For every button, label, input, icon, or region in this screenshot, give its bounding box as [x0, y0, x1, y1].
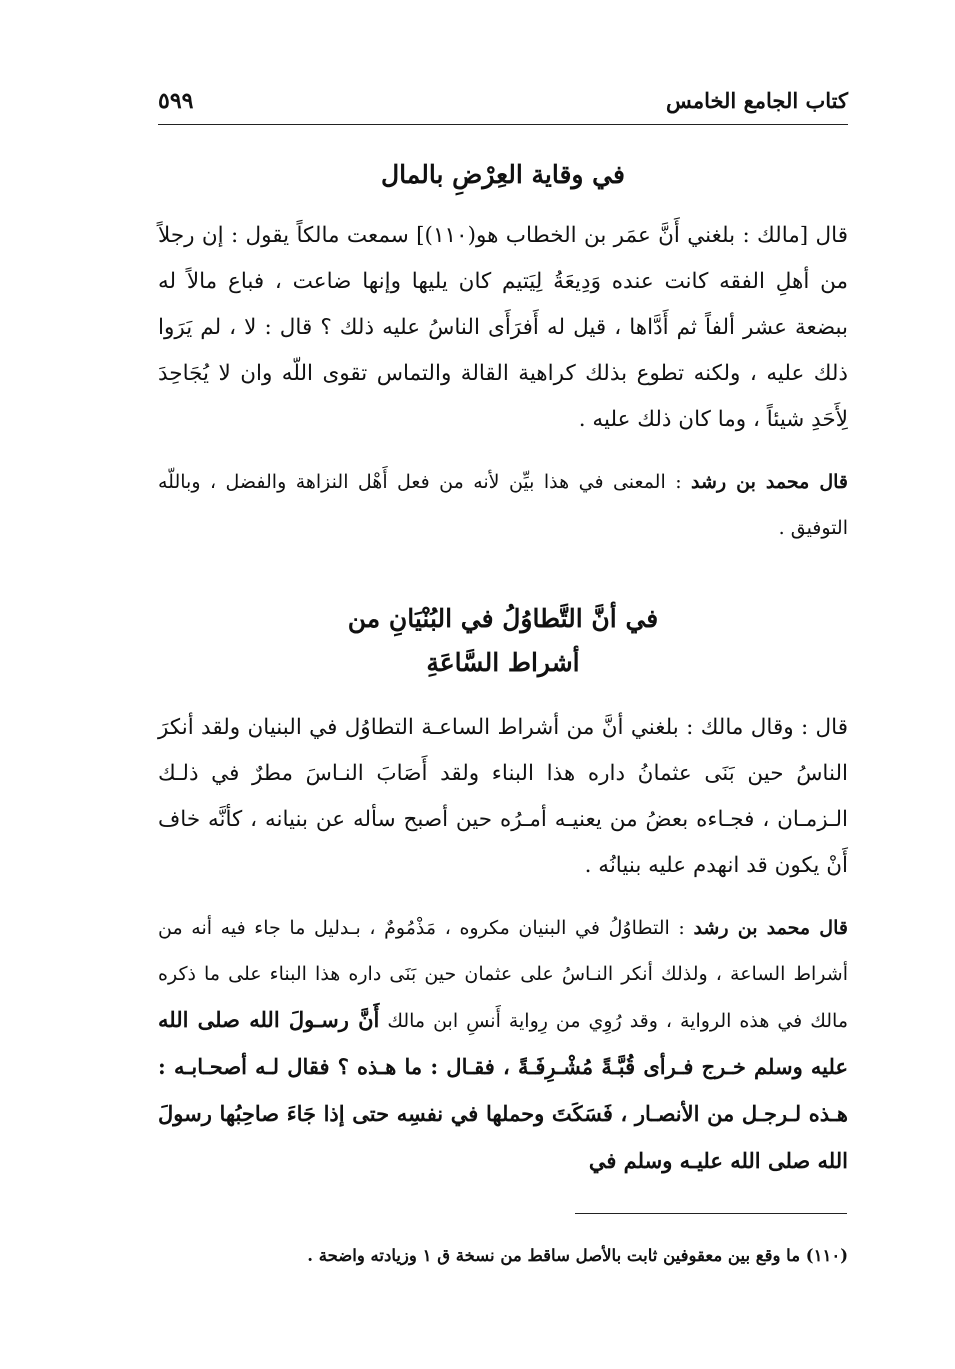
page-header	[158, 88, 848, 124]
commentary-text: : التطاوُلُ في البنيان مكروه ، مَذْمُومٌ ، بـدليل ما جاء فيه أنه من أشراط الساعة ، ولذلك أنكر النـاسُ على عثمان حين بَنَى داره هذا البناء على ما ذكره مالك في هذه الرواية ، وقد رُوِي من رِواية أَنسِ ابن مالك	[158, 917, 848, 1032]
footnote: (١١٠) ما وقع بين معقوفين ثابت بالأصل ساقط من نسخة ق ١ وزيادته واضحة .	[307, 1246, 848, 1265]
commentary-text: : المعنى في هذا بيِّن لأنه من فعل أَهْل النزاهة والفضل ، وباللّه التوفيق .	[158, 471, 848, 539]
commentary-paragraph-1	[158, 459, 848, 551]
running-title: كتاب الجامع الخامس	[666, 88, 848, 113]
page-number: ٥٩٩	[158, 88, 194, 114]
commentary-speaker: قال محمد بن رشد	[691, 471, 848, 493]
header-rule	[158, 124, 848, 125]
footnote-separator	[575, 1213, 847, 1214]
commentary-paragraph-2	[158, 905, 848, 1185]
section-title-1: في وقاية العِرْضِ بالمال	[381, 160, 625, 189]
narration-paragraph-1: قال [مالك : بلغني أَنَّ عمَر بن الخطاب هو(١١٠)] سمعت مالكاً يقول : إن رجلاً من أهلِ الفقه كانت عنده وَدِيعَةُ لِيَتيم كان يليها وإنها ضاعت ، فباع مالاً له ببضعة عشر ألفاً ثم أَدَّاها ، قيل له أَفرَأَى الناسُ عليه ذلك ؟ قال : لا ، لم يَرَوا ذلك عليه ، ولكنه تطوع بذلك كراهية القالة والتماس تقوى اللّه وان لا يُجَاحِدَ لِأَحَدِ شيئاً ، وما كان ذلك عليه .	[158, 223, 848, 432]
commentary-speaker: قال محمد بن رشد	[693, 917, 848, 939]
section-title-2-line-1: في أنَّ التَّطاوُلُ في البُنْيَانِ من	[347, 604, 659, 633]
section-title-2-line-2: أشراط السَّاعَةِ	[426, 648, 580, 677]
hadith-text: أَنَّ رسـولَ الله صلى الله عليه وسلم خـرج فـرأى قُبَّـةً مُشْـرِفَـةً ، فقـال : ما هـذه ؟ فقال لـه أصحـابـه : هـذه لـرجـل من الأنصـار ، فَسَكَتَ وحملها في نفسِه حتى إذا جَاءَ صاحِبُها رسولَ الله صلى الله عليـه وسلم في	[158, 1007, 848, 1173]
narration-paragraph-2: قال : وقال مالك : بلغني أنَّ من أشراط الساعـة التطاوُل في البنيان ولقد أنكرَ الناسُ حين بَنَى عثمانُ داره هذا البناء ولقد أَصَابَ النـاسَ مطرٌ في ذلـك الـزمـان ، فجـاءه بعضُ من يعنيـه أمـرُه حين أصبح سأله عن بنيانه ، كأنَّه خاف أَنْ يكون قد انهدم عليه بنيانُه .	[158, 715, 848, 878]
